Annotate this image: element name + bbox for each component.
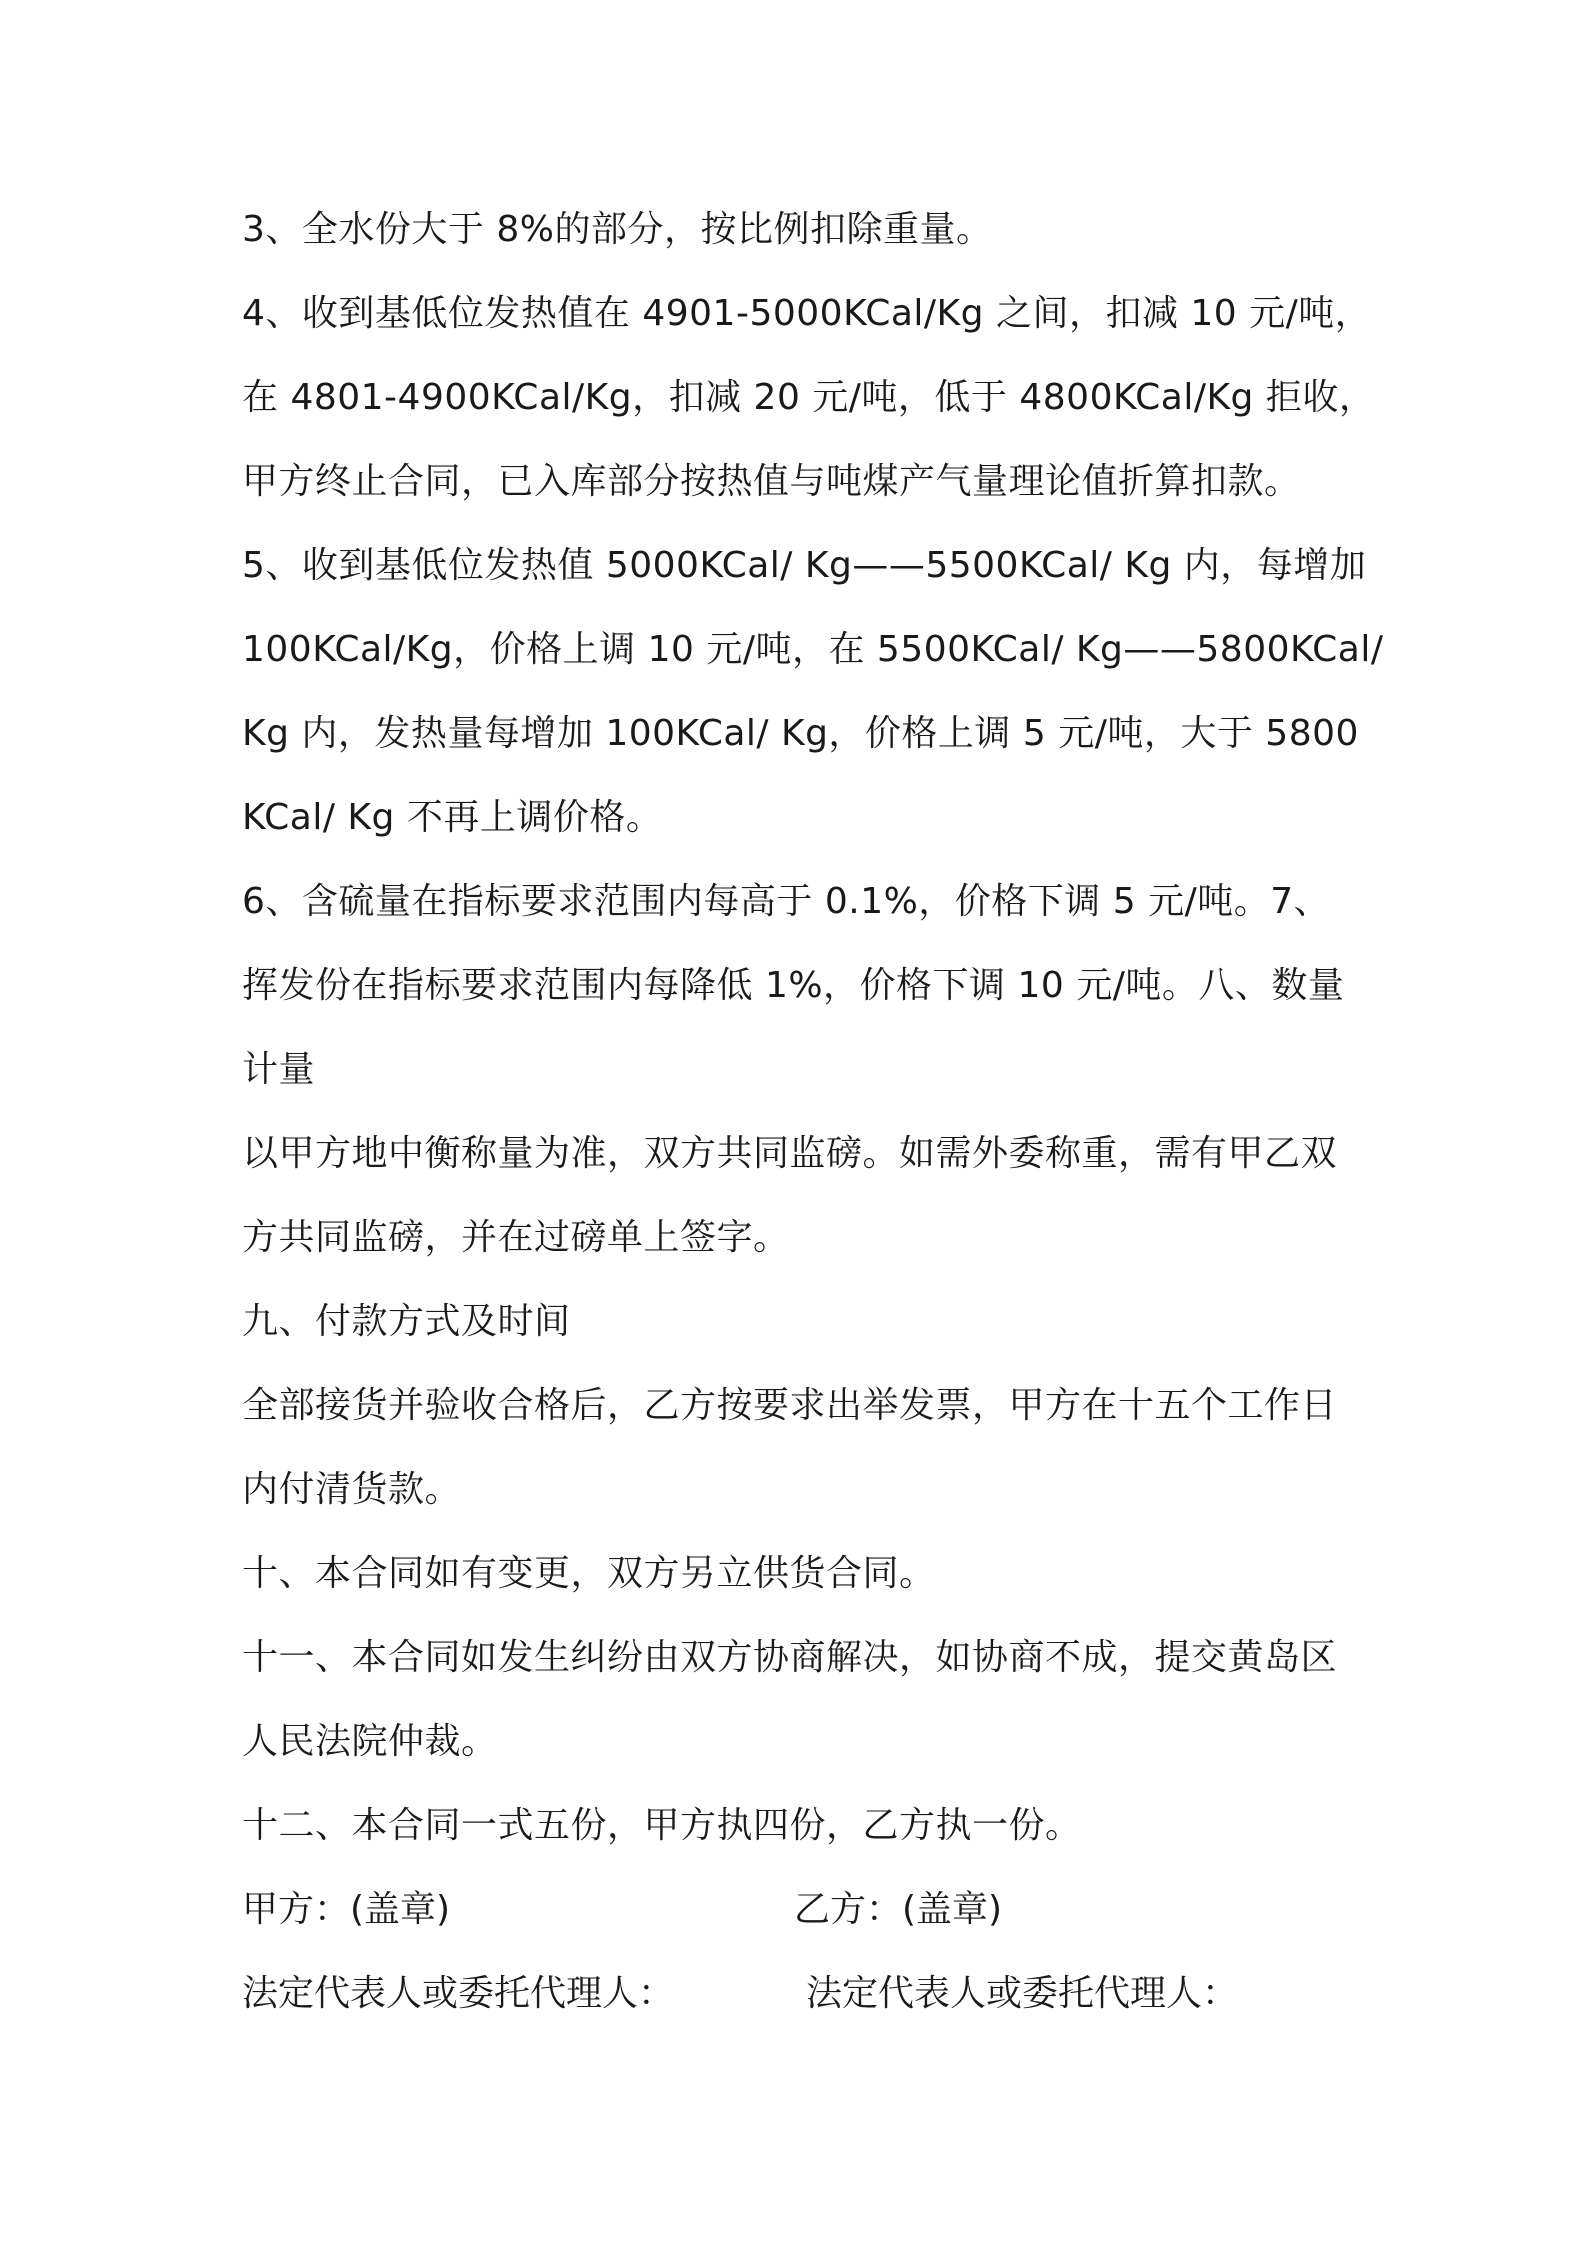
section-8-heading-tail: 计量 <box>242 1049 316 1090</box>
clause-6-line-1: 6、含硫量在指标要求范围内每高于 0.1%，价格下调 5 元/吨。7、 <box>242 881 1331 922</box>
section-11-line-1: 十一、本合同如发生纠纷由双方协商解决，如协商不成，提交黄岛区 <box>242 1637 1338 1678</box>
section-8-line-2: 方共同监磅，并在过磅单上签字。 <box>242 1217 790 1258</box>
clause-5-line-3: Kg 内，发热量每增加 100KCal/ Kg，价格上调 5 元/吨，大于 5800 <box>242 713 1359 754</box>
party-b-representative: 法定代表人或委托代理人： <box>806 1973 1239 2014</box>
clause-5-line-1: 5、收到基低位发热值 5000KCal/ Kg——5500KCal/ Kg 内，每增加 <box>242 545 1367 586</box>
section-8-line-1: 以甲方地中衡称量为准，双方共同监磅。如需外委称重，需有甲乙双 <box>242 1133 1338 1174</box>
clause-4-line-1: 4、收到基低位发热值在 4901-5000KCal/Kg 之间，扣减 10 元/吨， <box>242 293 1372 334</box>
party-a-seal: 甲方：(盖章) <box>242 1889 451 1930</box>
party-b-seal: 乙方：(盖章) <box>794 1889 1003 1930</box>
section-9-line-2: 内付清货款。 <box>242 1469 462 1510</box>
clause-5-line-4: KCal/ Kg 不再上调价格。 <box>242 797 663 838</box>
clause-4-line-3: 甲方终止合同，已入库部分按热值与吨煤产气量理论值折算扣款。 <box>242 461 1301 502</box>
section-11-line-2: 人民法院仲裁。 <box>242 1721 498 1762</box>
clause-6-line-2: 挥发份在指标要求范围内每降低 1%，价格下调 10 元/吨。八、数量 <box>242 965 1345 1006</box>
section-12-line: 十二、本合同一式五份，甲方执四份，乙方执一份。 <box>242 1805 1082 1846</box>
section-9-heading: 九、付款方式及时间 <box>242 1301 571 1342</box>
clause-4-line-2: 在 4801-4900KCal/Kg，扣减 20 元/吨，低于 4800KCal/Kg 拒收， <box>242 377 1376 418</box>
section-9-line-1: 全部接货并验收合格后，乙方按要求出举发票，甲方在十五个工作日 <box>242 1385 1338 1426</box>
clause-5-line-2: 100KCal/Kg，价格上调 10 元/吨，在 5500KCal/ Kg——5800KCal/ <box>242 629 1384 670</box>
clause-3-line: 3、全水份大于 8%的部分，按比例扣除重量。 <box>242 209 993 250</box>
party-a-representative: 法定代表人或委托代理人： <box>242 1973 675 2014</box>
section-10-line: 十、本合同如有变更，双方另立供货合同。 <box>242 1553 936 1594</box>
